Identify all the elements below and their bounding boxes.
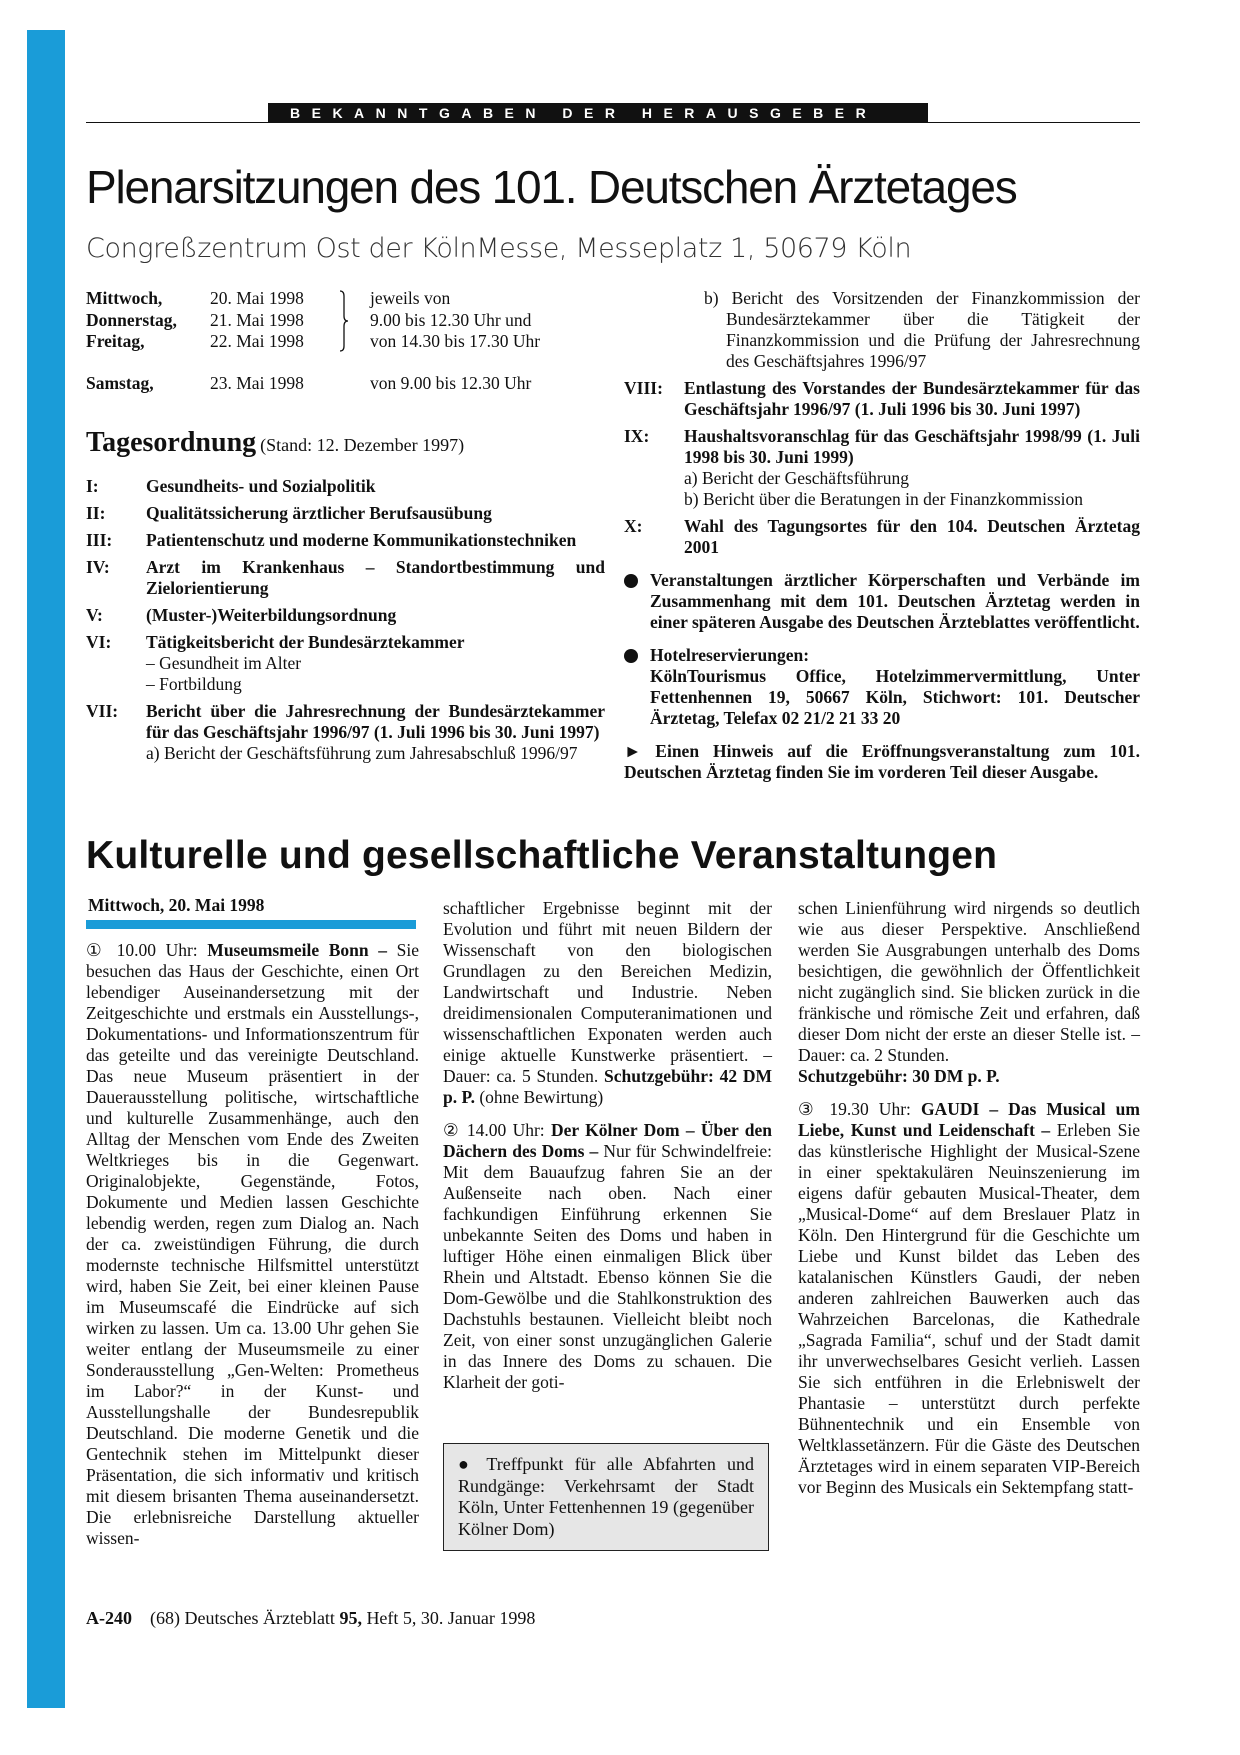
events-day-bar (86, 920, 416, 929)
schedule-day: Mittwoch, (86, 288, 163, 308)
agenda-text: Entlastung des Vorstandes der Bundesärztekammer für das Geschäftsjahr 1996/97 (1. Juli 1996 bis 30. Juni 1997) (684, 378, 1140, 419)
schedule-time: 9.00 bis 12.30 Uhr und (370, 309, 532, 330)
note-text: Veranstaltungen ärztlicher Körperschaften und Verbände im Zusammenhang mit dem 101. Deutschen Ärztetag werden in einer späteren Ausgabe des Deutschen Ärzteblattes veröffentlicht. (650, 570, 1140, 632)
event-fee: Schutzgebühr: 42 DM p. P. (443, 1066, 773, 1107)
agenda-text: Haushaltsvoranschlag für das Geschäftsjahr 1998/99 (1. Juli 1998 bis 30. Juni 1999) (684, 426, 1140, 467)
schedule-date: 20. Mai 1998 (210, 288, 304, 308)
agenda-number: VI: (86, 632, 112, 652)
agenda-item (624, 378, 1140, 420)
agenda-list-left (86, 476, 605, 770)
event-name: Der Kölner Dom – Über den Dächern des Doms – (443, 1120, 772, 1161)
note-bullet (624, 645, 1140, 729)
event-paragraph (443, 1120, 772, 1393)
header-rule (86, 122, 1140, 123)
agenda-number: VIII: (624, 378, 663, 398)
event-marker: ③ 19.30 Uhr: (798, 1099, 911, 1119)
schedule-day: Freitag, (86, 331, 145, 351)
agenda-number: IX: (624, 426, 650, 446)
schedule-date: 22. Mai 1998 (210, 331, 304, 351)
agenda-subitem: a) Bericht der Geschäftsführung zum Jahresabschluß 1996/97 (146, 743, 578, 763)
agenda-text: Gesundheits- und Sozialpolitik (146, 476, 376, 496)
agenda-item (86, 503, 605, 524)
journal-name: (68) Deutsches Ärzteblatt (150, 1608, 335, 1628)
event-marker: ① 10.00 Uhr: (86, 940, 198, 960)
agenda-item (86, 605, 605, 626)
agenda-heading (86, 427, 464, 459)
meeting-point-box (443, 1443, 769, 1551)
event-fee-note: (ohne Bewirtung) (479, 1087, 604, 1107)
agenda-status: (Stand: 12. Dezember 1997) (260, 435, 465, 455)
event-name: Museumsmeile Bonn – (207, 940, 387, 960)
schedule-date: 21. Mai 1998 (210, 309, 304, 330)
agenda-subitem: – Fortbildung (146, 674, 242, 694)
agenda-subitem: a) Bericht der Geschäftsführung (684, 468, 909, 488)
agenda-item (86, 530, 605, 551)
event-paragraph (86, 940, 419, 1549)
event-text: Sie besuchen das Haus der Geschichte, einen Ort lebendiger Auseinandersetzung mit der Zeitgeschichte und erstmals ein Ausstellungs-, Dokumentations- und Informationszentrum für das geteilte und das vereinigte Deutschland. Das neue Museum präsentiert in der Dauerausstellung politische, wirtschaftliche und kulturelle Zusammenhänge, auch den Alltag der Menschen vom Ende des Zweiten Weltkrieges bis in die Gegenwart. Originalobjekte, Gegenstände, Fotos, Dokumente und Medien lassen Geschichte lebendig werden, regen zum Dialog an. Nach der ca. zweistündigen Führung, die durch modernste technische Hilfsmittel unterstützt wird, haben Sie Zeit, bei einer kleinen Pause im Museumscafé die Eindrücke auf sich wirken zu lassen. Um ca. 13.00 Uhr gehen Sie weiter entlang der Museumsmeile zu einer Sonderausstellung „Gen-Welten: Prometheus im Labor?“ in der Kunst- und Ausstellungshalle der Bundesrepublik Deutschland. Die moderne Genetik und die Gentechnik stehen im Mittelpunkt dieser Präsentation, die sich informativ und kritisch mit diesem brisanten Thema auseinandersetzt. Die erlebnisreiche Darstellung aktueller wissen- (86, 940, 419, 1548)
meeting-point-text: Treffpunkt für alle Abfahrten und Rundgänge: Verkehrsamt der Stadt Köln, Unter Fettenhennen 19 (gegenüber Kölner Dom) (458, 1454, 754, 1539)
agenda-text: Patientenschutz und moderne Kommunikationstechniken (146, 530, 577, 550)
note-arrow (624, 741, 1140, 783)
agenda-number: VII: (86, 701, 119, 721)
note-text: KölnTourismus Office, Hotelzimmervermittlung, Unter Fettenhennen 19, 50667 Köln, Stichwort: 101. Deutscher Ärztetag, Telefax 02 21/2 21 33 20 (650, 666, 1140, 728)
agenda-text: Tätigkeitsbericht der Bundesärztekammer (146, 632, 465, 652)
agenda-item (86, 557, 605, 599)
agenda-number: IV: (86, 557, 110, 577)
agenda-subitem: b) Bericht des Vorsitzenden der Finanzkommission der Bundesärztekammer über die Tätigkeit der Finanzkommission und die Prüfung der Jahresrechnung des Geschäftsjahres 1996/97 (704, 288, 1140, 371)
bullet-icon (624, 649, 638, 663)
schedule-time: jeweils von (370, 288, 451, 308)
agenda-number: II: (86, 503, 106, 523)
event-marker: ② 14.00 Uhr: (443, 1120, 545, 1140)
schedule-time: von 9.00 bis 12.30 Uhr (370, 372, 532, 393)
agenda-text: (Muster-)Weiterbildungsordnung (146, 605, 397, 625)
agenda-item (86, 476, 605, 497)
event-name: GAUDI – Das Musical um Liebe, Kunst und Leidenschaft – (798, 1099, 1140, 1140)
bullet-icon (624, 574, 638, 588)
event-text: schen Linienführung wird nirgends so deutlich wie aus dieser Perspektive. Anschließend werden Sie Ausgrabungen unterhalb des Doms besichtigen, die gewöhnlich der Öffentlichkeit nicht zugänglich sind. Sie blicken zurück in die fränkische und römische Zeit und erfahren, daß dieser Dom nicht der erste an dieser Stelle ist. – Dauer: ca. 2 Stunden. (798, 898, 1140, 1065)
events-day-label: Mittwoch, 20. Mai 1998 (88, 895, 265, 915)
agenda-subitem: – Gesundheit im Alter (146, 653, 302, 673)
note-title: Hotelreservierungen: (650, 645, 810, 665)
schedule-day: Donnerstag, (86, 309, 177, 330)
agenda-text: Wahl des Tagungsortes für den 104. Deutschen Ärztetag 2001 (684, 516, 1140, 557)
journal-volume: 95, (339, 1608, 362, 1628)
event-paragraph (798, 898, 1140, 1087)
agenda-number: V: (86, 605, 103, 625)
schedule-date: 23. Mai 1998 (210, 372, 304, 393)
agenda-item (86, 701, 605, 764)
agenda-number: X: (624, 516, 643, 536)
agenda-number: III: (86, 530, 113, 550)
agenda-text: Qualitätssicherung ärztlicher Berufsausübung (146, 503, 492, 523)
note-text: Einen Hinweis auf die Eröffnungsveranstaltung zum 101. Deutschen Ärztetag finden Sie im vorderen Teil dieser Ausgabe. (624, 741, 1141, 782)
events-title: Kulturelle und gesellschaftliche Veranstaltungen (86, 834, 998, 877)
agenda-item (86, 632, 605, 695)
agenda-number: I: (86, 476, 99, 496)
events-column-2 (443, 898, 772, 1405)
page-number: A-240 (86, 1608, 132, 1628)
bullet-icon: ● (458, 1454, 476, 1474)
page-subtitle: Congreßzentrum Ost der KölnMesse, Messeplatz 1, 50679 Köln (86, 233, 912, 264)
event-paragraph (798, 1099, 1140, 1498)
event-fee: Schutzgebühr: 30 DM p. P. (798, 1066, 1000, 1086)
page-footer (86, 1608, 535, 1629)
page-title: Plenarsitzungen des 101. Deutschen Ärztetages (86, 161, 1017, 213)
agenda-item (624, 516, 1140, 558)
event-text: Erleben Sie das künstlerische Highlight der Musical-Szene in einer spektakulären Neuinszenierung im eigens dafür gebauten Musical-Theater, dem „Musical-Dome“ auf dem Breslauer Platz in Köln. Den Hintergrund für die Geschichte um Liebe und Kunst bildet das Leben des katalanischen Künstlers Gaudi, der neben anderen zahlreichen Bauwerken auch das Wahrzeichen Barcelonas, die Kathedrale „Sagrada Familia“, schuf und der Stadt damit ihr unverwechselbares Gesicht verlieh. Lassen Sie sich entführen in die Erlebniswelt der Phantasie – unterstützt durch perfekte Bühnentechnik und ein Ensemble von Weltklassetänzern. Für die Gäste des Deutschen Ärztetages wird in einem separaten VIP-Bereich vor Beginn des Musicals ein Sektempfang statt- (798, 1120, 1141, 1497)
agenda-subitem: b) Bericht über die Beratungen in der Finanzkommission (684, 489, 1084, 509)
events-column-3 (798, 898, 1140, 1510)
agenda-item (624, 426, 1140, 510)
note-bullet (624, 570, 1140, 633)
schedule-day: Samstag, (86, 372, 154, 393)
events-column-1 (86, 940, 419, 1561)
agenda-title: Tagesordnung (86, 427, 257, 458)
schedule-time: von 14.30 bis 17.30 Uhr (370, 331, 541, 351)
arrow-icon: ► (624, 741, 642, 761)
section-band: BEKANNTGABEN DER HERAUSGEBER (268, 103, 928, 123)
agenda-text: Arzt im Krankenhaus – Standortbestimmung und Zielorientierung (146, 557, 605, 598)
event-text: Nur für Schwindelfreie: Mit dem Bauaufzug fahren Sie an der Außenseite nach oben. Nach einer fachkundigen Einführung erkennen Sie unbekannte Seiten des Doms und haben in luftiger Höhe einen einmaligen Blick über Rhein und Altstadt. Ebenso können Sie die Dom-Gewölbe und die Stahlkonstruktion des Dachstuhls bestaunen. Vielleicht bleibt noch Zeit, von einer sonst unzugänglichen Galerie in das Innere des Doms zu schauen. Die Klarheit der goti- (443, 1141, 772, 1392)
event-text: schaftlicher Ergebnisse beginnt mit der Evolution und führt mit neuen Bildern der Wissenschaft von den biologischen Grundlagen zu den Bereichen Medizin, Landwirtschaft und Industrie. Neben dreidimensionalen Computeranimationen und wissenschaftlichen Exponaten werden auch einige aktuelle Kunstwerke präsentiert. – Dauer: ca. 5 Stunden. (443, 898, 772, 1086)
brace-icon (338, 290, 350, 352)
sidebar-stripe (27, 30, 65, 1708)
event-paragraph (443, 898, 772, 1108)
journal-issue: Heft 5, 30. Januar 1998 (366, 1608, 536, 1628)
agenda-list-right (624, 288, 1140, 783)
agenda-text: Bericht über die Jahresrechnung der Bundesärztekammer für das Geschäftsjahr 1996/97 (1. Juli 1996 bis 30. Juni 1997) (146, 701, 605, 742)
